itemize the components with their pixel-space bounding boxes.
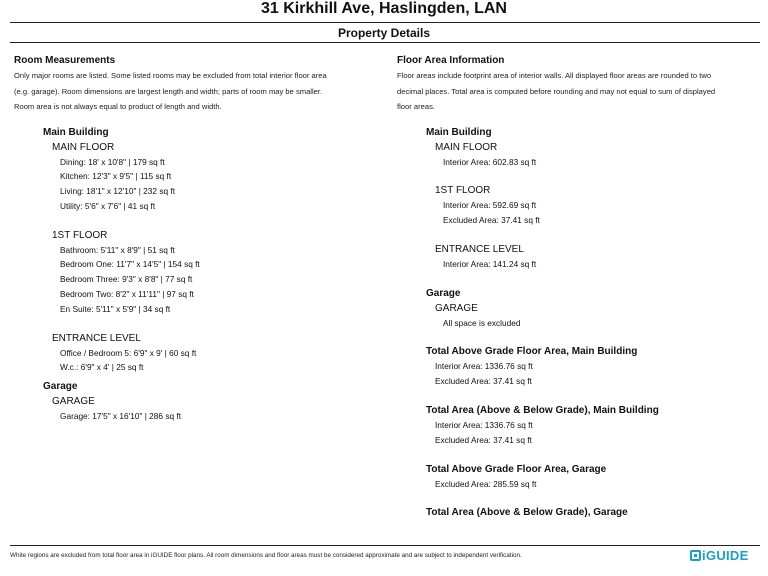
area-line: Interior Area: 1336.76 sq ft — [435, 361, 533, 372]
page-subtitle: Property Details — [337, 26, 431, 40]
floor-heading-1st-floor: 1ST FLOOR — [435, 185, 491, 197]
footer-divider — [10, 545, 760, 546]
area-line: Excluded Area: 37.41 sq ft — [435, 434, 532, 445]
floor-heading-1st-floor: 1ST FLOOR — [52, 229, 108, 241]
floor-heading-entrance-level: ENTRANCE LEVEL — [435, 243, 524, 255]
area-line: Interior Area: 602.83 sq ft — [443, 156, 537, 167]
total-heading: Total Area (Above & Below Grade), Garage — [426, 507, 628, 519]
room-measurements-description: Only major rooms are listed. Some listed rooms may be excluded from total interior floor area (e.g. garage). Room dimensions are largest length and width; parts of room may be smaller. Room area is not always equal to product of length and width. — [14, 71, 327, 111]
iguide-logo-text: iGUIDE — [702, 548, 749, 563]
area-line: Excluded Area: 37.41 sq ft — [443, 215, 540, 226]
building-heading-garage: Garage — [43, 381, 78, 393]
area-line: Interior Area: 1336.76 sq ft — [435, 420, 533, 431]
area-line: All space is excluded — [443, 317, 521, 328]
room-line: Living: 18'1" x 12'10" | 232 sq ft — [60, 186, 175, 197]
room-line: Bedroom One: 11'7" x 14'5" | 154 sq ft — [60, 259, 200, 270]
room-line: W.c.: 6'9" x 4' | 25 sq ft — [60, 362, 144, 373]
total-heading: Total Area (Above & Below Grade), Main Building — [426, 405, 659, 417]
building-heading-garage: Garage — [426, 287, 461, 299]
floor-heading-main-floor: MAIN FLOOR — [52, 141, 115, 153]
room-line: Bedroom Three: 9'3" x 8'8" | 77 sq ft — [60, 274, 193, 285]
building-heading-main: Main Building — [43, 126, 109, 138]
total-heading: Total Above Grade Floor Area, Garage — [426, 463, 607, 475]
floor-area-heading: Floor Area Information — [397, 55, 505, 66]
floor-area-description: Floor areas include footprint area of interior walls. All displayed floor areas are rounded to two decimal places. Total area is computed before rounding and may not equal to sum of displayed floor areas. — [397, 71, 716, 111]
room-measurements-section — [14, 54, 384, 424]
floor-heading-main-floor: MAIN FLOOR — [435, 141, 498, 153]
page-title: 31 Kirkhill Ave, Haslingden, LAN — [261, 0, 507, 17]
room-line: Office / Bedroom 5: 6'9" x 9' | 60 sq ft — [60, 347, 197, 358]
subtitle-divider — [10, 42, 760, 43]
area-line: Excluded Area: 285.59 sq ft — [435, 478, 537, 489]
total-heading: Total Above Grade Floor Area, Main Building — [426, 346, 638, 358]
area-line: Interior Area: 141.24 sq ft — [443, 258, 537, 269]
floor-heading-entrance-level: ENTRANCE LEVEL — [52, 332, 141, 344]
building-heading-main: Main Building — [426, 126, 492, 138]
footer-disclaimer: White regions are excluded from total floor area in iGUIDE floor plans. All room dimensions and floor areas must be considered approximate and are subject to independent verification. — [10, 552, 522, 559]
floor-heading-garage: GARAGE — [52, 396, 95, 408]
iguide-logo — [690, 548, 749, 563]
room-line: En Suite: 5'11" x 5'9" | 34 sq ft — [60, 303, 171, 314]
floor-area-section — [397, 54, 763, 520]
floor-heading-garage: GARAGE — [435, 302, 478, 314]
area-line: Excluded Area: 37.41 sq ft — [435, 376, 532, 387]
iguide-logo-icon — [690, 550, 701, 561]
title-divider — [10, 22, 760, 23]
room-line: Garage: 17'5" x 16'10" | 286 sq ft — [60, 411, 181, 422]
room-line: Bathroom: 5'11" x 8'9" | 51 sq ft — [60, 244, 175, 255]
area-line: Interior Area: 592.69 sq ft — [443, 200, 537, 211]
room-line: Dining: 18' x 10'8" | 179 sq ft — [60, 156, 165, 167]
room-line: Utility: 5'6" x 7'6" | 41 sq ft — [60, 200, 156, 211]
room-measurements-heading: Room Measurements — [14, 55, 116, 66]
room-line: Bedroom Two: 8'2" x 11'11" | 97 sq ft — [60, 289, 194, 300]
room-line: Kitchen: 12'3" x 9'5" | 115 sq ft — [60, 171, 172, 182]
